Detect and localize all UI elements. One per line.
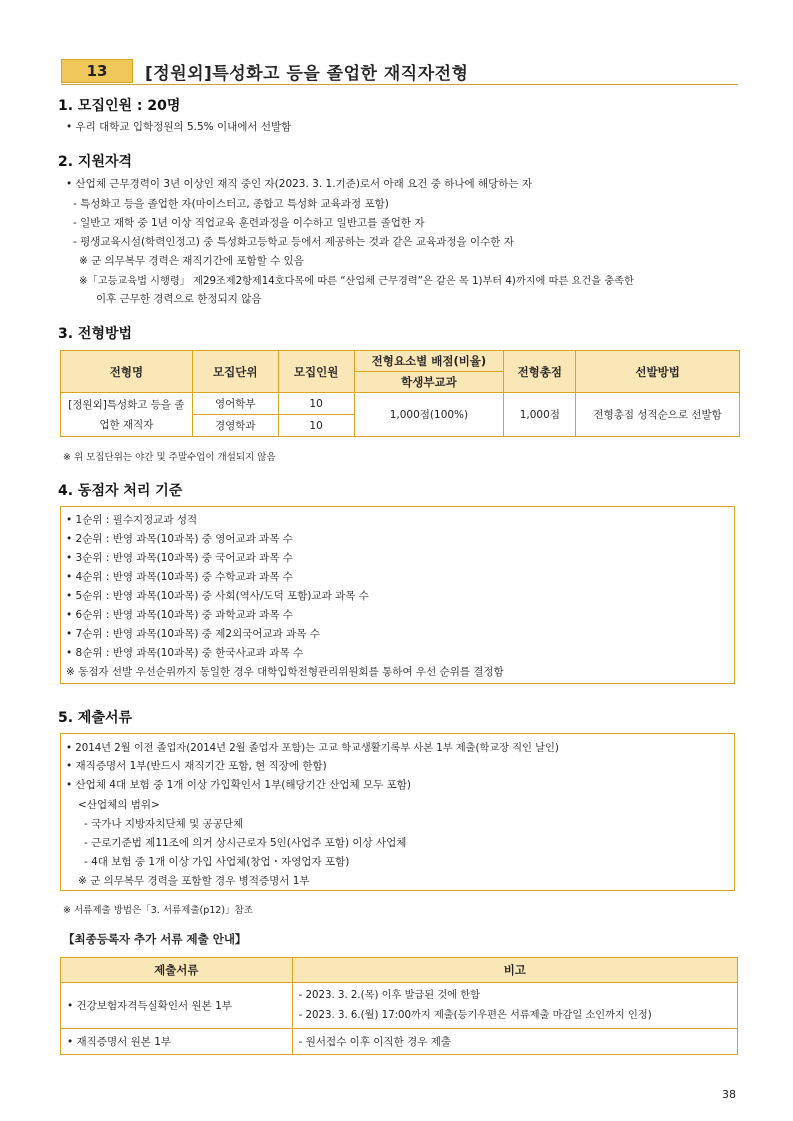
sec5-note: ※ 서류제출 방법은「3. 서류제출(p12)」참조 xyxy=(63,905,253,916)
final-registrant-heading: 【최종등록자 추가 서류 제출 안내】 xyxy=(63,932,247,946)
selection-method-table xyxy=(60,350,740,437)
th-doc: 제출서류 xyxy=(61,958,293,983)
tie-break-item: • 2순위 : 반영 과목(10과목) 중 영어교과 과목 수 xyxy=(66,533,293,545)
td-total: 1,000점 xyxy=(504,393,576,437)
sec2-line: - 일반고 재학 중 1년 이상 직업교육 훈련과정을 이수하고 일반고를 졸업한 자 xyxy=(73,217,425,229)
note-line: - 2023. 3. 2.(목) 이후 발급된 것에 한함 xyxy=(298,989,480,1001)
document-item: • 산업체 4대 보험 중 1개 이상 가입확인서 1부(해당기간 산업체 모두 포함) xyxy=(66,779,412,791)
tie-break-item: • 6순위 : 반영 과목(10과목) 중 과학교과 과목 수 xyxy=(66,609,293,621)
sec2-line: - 특성화고 등을 졸업한 자(마이스터고, 종합고 특성화 교육과정 포함) xyxy=(73,198,389,210)
section-title-bar xyxy=(61,58,468,84)
th-unit: 모집단위 xyxy=(192,351,278,393)
sec4-heading: 4. 동점자 처리 기준 xyxy=(58,483,183,499)
industry-scope-item: - 4대 보험 중 1개 이상 가입 사업체(창업・자영업자 포함) xyxy=(84,856,350,868)
section-number-badge: 13 xyxy=(61,59,133,83)
industry-scope-item: - 근로기준법 제11조에 의거 상시근로자 5인(사업주 포함) 이상 사업체 xyxy=(84,837,407,849)
sec2-note-cont: 이후 근무한 경력으로 한정되지 않음 xyxy=(96,293,262,305)
sec2-heading: 2. 지원자격 xyxy=(58,154,133,170)
td-doc: • 재직증명서 원본 1부 xyxy=(61,1029,293,1055)
sec2-line: • 산업체 근무경력이 3년 이상인 재직 중인 자(2023. 3. 1.기준)로서 아래 요건 중 하나에 해당하는 자 xyxy=(66,178,533,190)
td-note: - 원서접수 이후 이직한 경우 제출 xyxy=(292,1029,737,1055)
tie-break-item: • 7순위 : 반영 과목(10과목) 중 제2외국어교과 과목 수 xyxy=(66,628,320,640)
td-name: [정원외]특성화고 등을 졸업한 재직자 xyxy=(61,393,193,437)
th-count: 모집인원 xyxy=(278,351,354,393)
sec2-note: ※「고등교육법 시행령」 제29조제2항제14호다목에 따른 “산업체 근무경력”은 같은 목 1)부터 4)까지에 따른 요건을 충족한 xyxy=(79,276,634,287)
note-line: - 2023. 3. 6.(월) 17:00까지 제출(등기우편은 서류제출 마감일 소인까지 인정) xyxy=(298,1009,652,1021)
td-count: 10 xyxy=(278,393,354,415)
sec1-heading: 1. 모집인원 : 20명 xyxy=(58,98,181,114)
document-item: • 2014년 2월 이전 졸업자(2014년 2월 졸업자 포함)는 고교 학교생활기록부 사본 1부 제출(학교장 직인 날인) xyxy=(66,743,559,754)
tie-break-item: • 4순위 : 반영 과목(10과목) 중 수학교과 과목 수 xyxy=(66,571,293,583)
industry-scope-item: - 국가나 지방자치단체 및 공공단체 xyxy=(84,818,244,830)
th-name: 전형명 xyxy=(61,351,193,393)
sec3-note: ※ 위 모집단위는 야간 및 주말수업이 개설되지 않음 xyxy=(63,452,276,463)
title-divider xyxy=(61,84,738,85)
document-note: ※ 군 의무복무 경력을 포함할 경우 병적증명서 1부 xyxy=(78,875,310,887)
sec1-line: • 우리 대학교 입학정원의 5.5% 이내에서 선발함 xyxy=(66,121,292,133)
tie-break-item: • 5순위 : 반영 과목(10과목) 중 사회(역사/도덕 포함)교과 과목 수 xyxy=(66,590,369,602)
td-count: 10 xyxy=(278,415,354,437)
td-doc: • 건강보험자격득실확인서 원본 1부 xyxy=(61,983,293,1029)
td-score: 1,000점(100%) xyxy=(354,393,504,437)
sec3-heading: 3. 전형방법 xyxy=(58,326,133,342)
tie-break-item: • 1순위 : 필수지정교과 성적 xyxy=(66,514,198,526)
td-unit: 경영학과 xyxy=(192,415,278,437)
sec2-note: ※ 군 의무복무 경력은 재직기간에 포함할 수 있음 xyxy=(79,255,304,267)
tie-break-item: • 3순위 : 반영 과목(10과목) 중 국어교과 과목 수 xyxy=(66,552,293,564)
sec2-line: - 평생교육시설(학력인정고) 중 특성화고등학교 등에서 제공하는 것과 같은 교육과정을 이수한 자 xyxy=(73,236,514,248)
th-method: 선발방법 xyxy=(576,351,740,393)
document-item: • 재직증명서 1부(반드시 재직기간 포함, 현 직장에 한함) xyxy=(66,760,327,772)
th-total: 전형총점 xyxy=(504,351,576,393)
sec5-heading: 5. 제출서류 xyxy=(58,710,133,726)
th-score-sub: 학생부교과 xyxy=(354,372,504,393)
th-note: 비고 xyxy=(292,958,737,983)
tie-break-note: ※ 동점자 선발 우선순위까지 동일한 경우 대학입학전형관리위원회를 통하여 우선 순위를 결정함 xyxy=(66,666,504,678)
page-title: [정원외]특성화고 등을 졸업한 재직자전형 xyxy=(145,63,469,84)
industry-scope-heading: <산업체의 범위> xyxy=(78,799,160,811)
td-note xyxy=(292,983,737,1029)
tie-break-item: • 8순위 : 반영 과목(10과목) 중 한국사교과 과목 수 xyxy=(66,647,304,659)
page-number: 38 xyxy=(722,1088,736,1101)
td-unit: 영어학부 xyxy=(192,393,278,415)
th-score-group: 전형요소별 배점(비율) xyxy=(354,351,504,372)
td-method: 전형총점 성적순으로 선발함 xyxy=(576,393,740,437)
final-documents-table xyxy=(60,957,738,1055)
